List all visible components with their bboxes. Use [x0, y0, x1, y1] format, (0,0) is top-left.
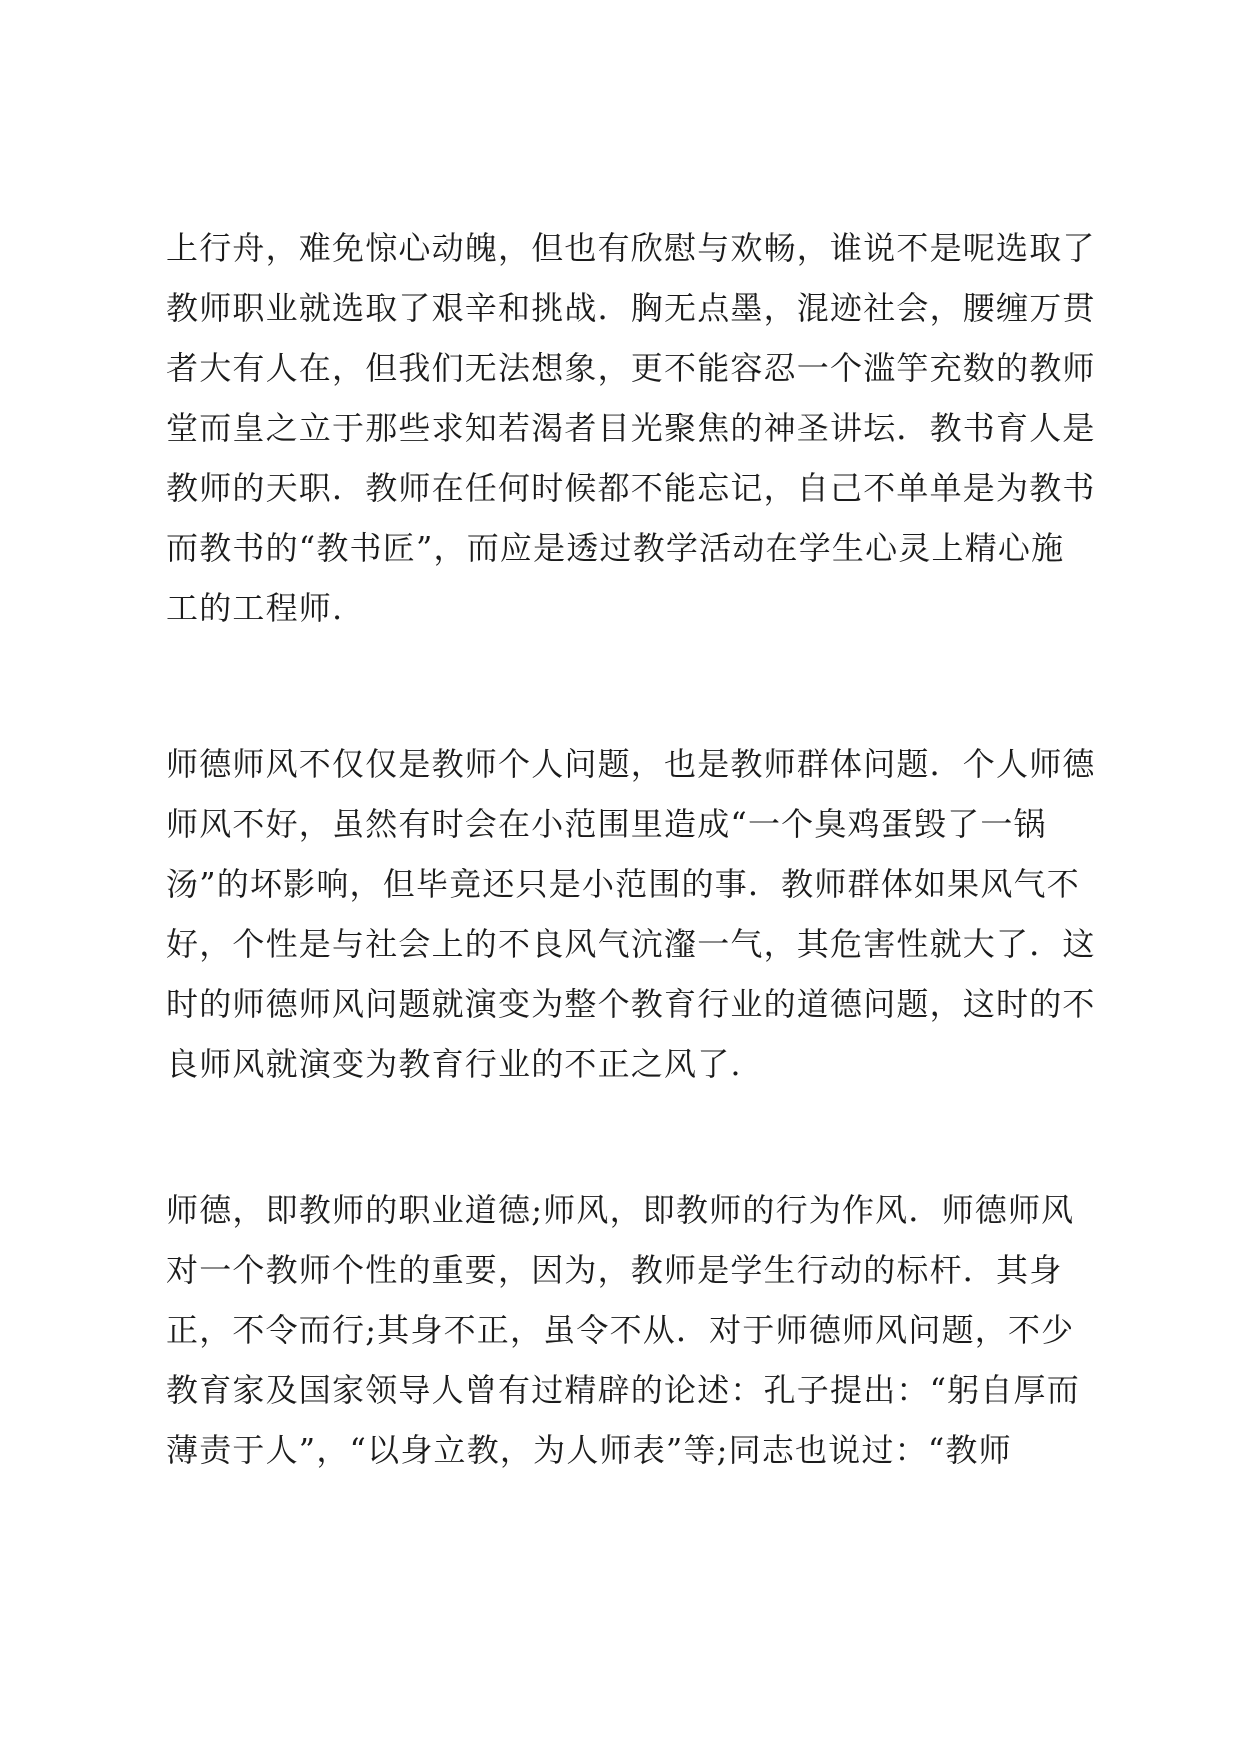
paragraph-line [166, 1094, 1096, 1154]
paragraph-line: 汤”的坏影响，但毕竟还只是小范围的事．教师群体如果风气不 [166, 865, 1080, 903]
paragraph-line: 时的师德师风问题就演变为整个教育行业的道德问题，这时的不 [166, 985, 1096, 1023]
paragraph-line: 对一个教师个性的重要，因为，教师是学生行动的标杆．其身 [166, 1251, 1063, 1289]
paragraph-line: 师风不好，虽然有时会在小范围里造成“一个臭鸡蛋毁了一锅 [166, 805, 1047, 843]
paragraph-line: 教育家及国家领导人曾有过精辟的论述：孔子提出：“躬自厚而 [166, 1371, 1080, 1409]
paragraph-line: 良师风就演变为教育行业的不正之风了. [166, 1045, 742, 1083]
paragraph-line: 教师职业就选取了艰辛和挑战．胸无点墨，混迹社会，腰缠万贯 [166, 289, 1096, 327]
paragraph-line: 者大有人在，但我们无法想象，更不能容忍一个滥竽充数的教师 [166, 349, 1096, 387]
paragraph-line: 而教书的“教书匠”，而应是透过教学活动在学生心灵上精心施 [166, 529, 1065, 567]
paragraph-line: 师德，即教师的职业道德;师风，即教师的行为作风．师德师风 [166, 1191, 1075, 1229]
paragraph-line: 正，不令而行;其身不正，虽令不从．对于师德师风问题，不少 [166, 1311, 1075, 1349]
paragraph-line: 教师的天职．教师在任何时候都不能忘记，自己不单单是为教书 [166, 469, 1096, 507]
paragraph-3 [166, 1180, 1096, 1480]
paragraph-2 [166, 734, 1096, 1154]
paragraph-line: 堂而皇之立于那些求知若渴者目光聚焦的神圣讲坛．教书育人是 [166, 409, 1096, 447]
paragraph-line: 上行舟，难免惊心动魄，但也有欣慰与欢畅，谁说不是呢选取了 [166, 229, 1096, 267]
paragraph-line: 薄责于人”，“以身立教，为人师表”等;同志也说过：“教师 [166, 1431, 1012, 1469]
paragraph-line: 好，个性是与社会上的不良风气沆瀣一气，其危害性就大了．这 [166, 925, 1096, 963]
paragraph-line: 师德师风不仅仅是教师个人问题，也是教师群体问题．个人师德 [166, 745, 1096, 783]
paragraph-line: 工的工程师. [166, 589, 344, 627]
paragraph-1 [166, 218, 1096, 638]
